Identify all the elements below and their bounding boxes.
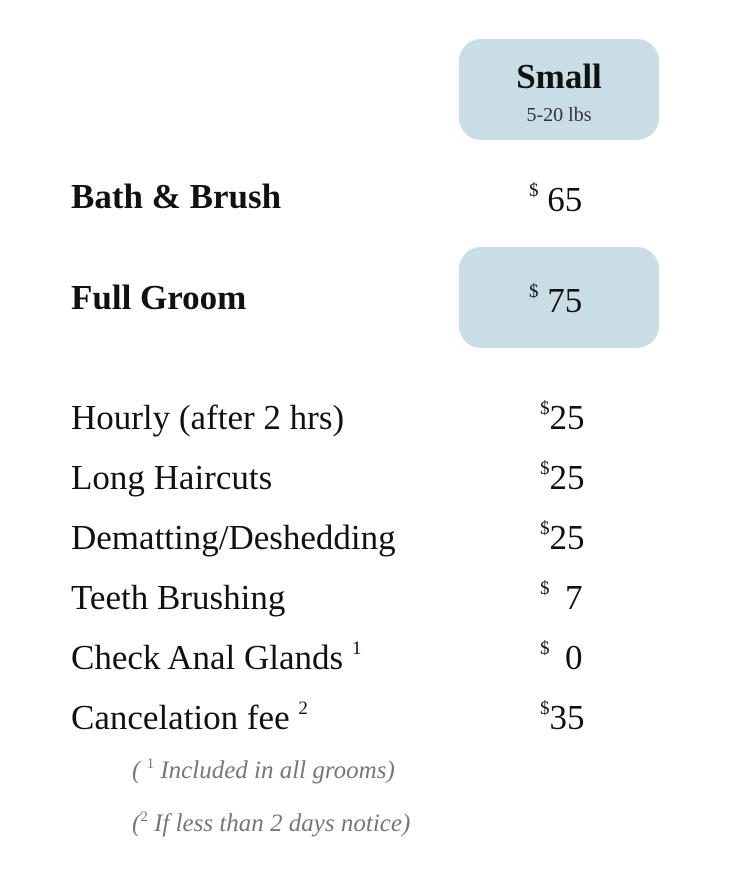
- price-value: 7: [565, 578, 583, 617]
- extra-long-haircuts: [71, 458, 272, 498]
- service-bath-brush: Bath & Brush: [71, 177, 282, 216]
- service-full-groom: Full Groom: [71, 278, 247, 317]
- price-cancelation-fee: [540, 698, 585, 738]
- extra-dematting: [71, 518, 396, 558]
- price-value: 25: [549, 518, 585, 557]
- footnote-2: [132, 810, 410, 838]
- extra-label: Dematting/Deshedding: [71, 518, 396, 557]
- footnote-ref: 2: [298, 698, 308, 719]
- extra-label: Check Anal Glands: [71, 638, 344, 677]
- price-teeth-brushing: [540, 578, 583, 618]
- footnote-number: 1: [146, 756, 155, 772]
- currency-symbol: $: [540, 578, 550, 599]
- extra-hourly: [71, 398, 344, 438]
- price-value: 25: [549, 458, 585, 497]
- price-value: 35: [549, 698, 585, 737]
- price-value: 75: [547, 281, 583, 320]
- price-dematting: [540, 518, 585, 558]
- price-value: 65: [547, 180, 583, 219]
- extra-label: Long Haircuts: [71, 458, 273, 497]
- price-full-groom: [529, 281, 582, 321]
- currency-symbol: $: [529, 180, 539, 201]
- price-bath-brush: [529, 180, 582, 220]
- footnote-text: Included in all grooms): [160, 757, 395, 784]
- extra-label: Teeth Brushing: [71, 578, 286, 617]
- extra-anal-glands: [71, 638, 361, 678]
- price-value: 0: [565, 638, 583, 677]
- footnote-open: (: [132, 757, 141, 784]
- price-value: 25: [549, 398, 585, 437]
- currency-symbol: $: [540, 518, 550, 539]
- footnote-open: (: [132, 810, 141, 837]
- currency-symbol: $: [529, 281, 539, 302]
- size-weight-range: 5-20 lbs: [526, 104, 592, 126]
- price-hourly: [540, 398, 585, 438]
- currency-symbol: $: [540, 698, 550, 719]
- extra-label: Cancelation fee: [71, 698, 290, 737]
- footnote-number: 2: [140, 809, 148, 825]
- extra-cancelation-fee: [71, 698, 308, 738]
- price-long-haircuts: [540, 458, 585, 498]
- currency-symbol: $: [540, 638, 550, 659]
- extra-teeth-brushing: [71, 578, 285, 618]
- size-name: Small: [516, 57, 602, 96]
- currency-symbol: $: [540, 458, 550, 479]
- footnote-text: If less than 2 days notice): [154, 810, 411, 837]
- footnote-ref: 1: [351, 638, 362, 659]
- extra-label: Hourly (after 2 hrs): [71, 398, 345, 437]
- size-column-header: [459, 39, 659, 140]
- currency-symbol: $: [540, 398, 550, 419]
- footnote-1: [132, 757, 395, 785]
- price-anal-glands: [540, 638, 583, 678]
